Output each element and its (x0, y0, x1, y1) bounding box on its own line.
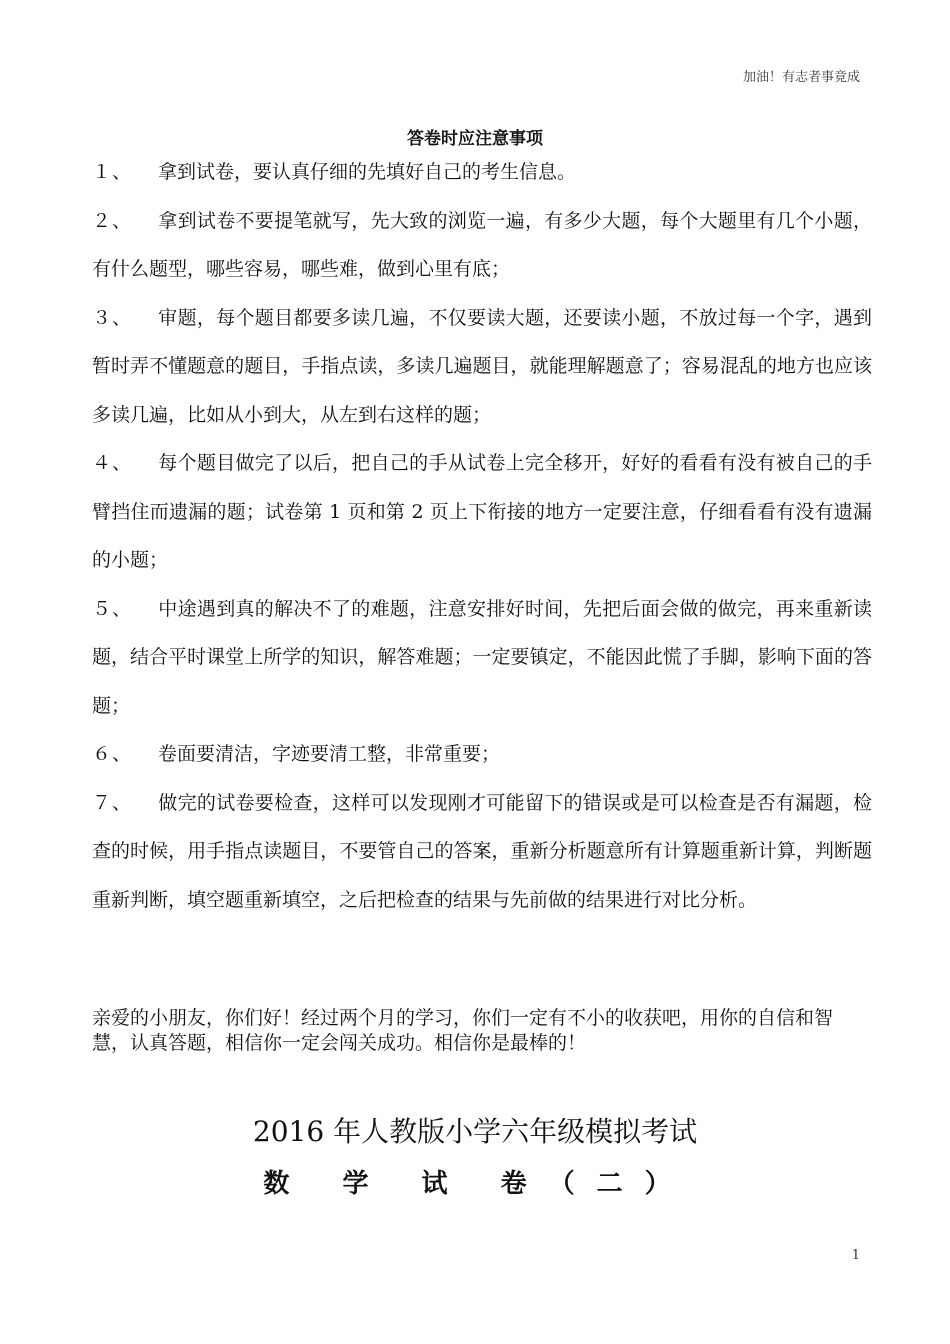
exam-subtitle: 数 学 试 卷（二） (263, 1169, 693, 1199)
item-text: 卷面要清洁，字迹要清工整，非常重要； (158, 743, 501, 765)
item-text: 拿到试卷不要提笔就写，先大致的浏览一遍，有多少大题，每个大题里有几个小题，有什么题型，哪些容易，哪些难，做到心里有底； (92, 209, 872, 280)
item-number: ６、 (92, 743, 133, 765)
item-number: ４、 (92, 452, 133, 474)
item-text: 拿到试卷，要认真仔细的先填好自己的考生信息。 (158, 161, 577, 183)
greeting-paragraph: 亲爱的小朋友，你们好！经过两个月的学习，你们一定有不小的收获吧，用你的自信和智慧，认真答题，相信你一定会闯关成功。相信你是最棒的！ (92, 1007, 834, 1054)
page-number: 1 (851, 1248, 860, 1263)
notice-item (92, 294, 872, 440)
item-text: 做完的试卷要检查，这样可以发现刚才可能留下的错误或是可以检查是否有漏题，检查的时候，用手指点读题目，不要管自己的答案，重新分析题意所有计算题重新计算，判断题重新判断，填空题重新填空，之后把检查的结果与先前做的结果进行对比分析。 (92, 791, 872, 911)
notice-title: 答卷时应注意事项 (407, 129, 543, 149)
header-motto: 加油！有志者事竟成 (742, 70, 860, 85)
item-number: ５、 (92, 597, 133, 620)
item-number: １、 (92, 161, 133, 183)
item-number: ７、 (92, 791, 133, 814)
item-text: 每个题目做完了以后，把自己的手从试卷上完全移开，好好的看看有没有被自己的手臂挡住而遗漏的题；试卷第 1 页和第 2 页上下衔接的地方一定要注意，仔细看看有没有遗漏的小题； (92, 452, 872, 571)
notice-list (92, 148, 872, 924)
exam-title: 2016 年人教版小学六年级模拟考试 (252, 1115, 698, 1148)
item-number: ２、 (92, 209, 133, 232)
notice-item (92, 148, 872, 197)
item-number: ３、 (92, 306, 133, 329)
notice-item (92, 730, 872, 779)
notice-item (92, 779, 872, 925)
notice-item (92, 585, 872, 731)
item-text: 中途遇到真的解决不了的难题，注意安排好时间，先把后面会做的做完，再来重新读题，结合平时课堂上所学的知识，解答难题；一定要镇定，不能因此慌了手脚，影响下面的答题； (92, 597, 872, 717)
notice-item (92, 439, 872, 585)
notice-item (92, 197, 872, 294)
item-text: 审题，每个题目都要多读几遍，不仅要读大题，还要读小题，不放过每一个字，遇到暂时弄不懂题意的题目，手指点读，多读几遍题目，就能理解题意了；容易混乱的地方也应该多读几遍，比如从小到大，从左到右这样的题； (92, 306, 872, 426)
